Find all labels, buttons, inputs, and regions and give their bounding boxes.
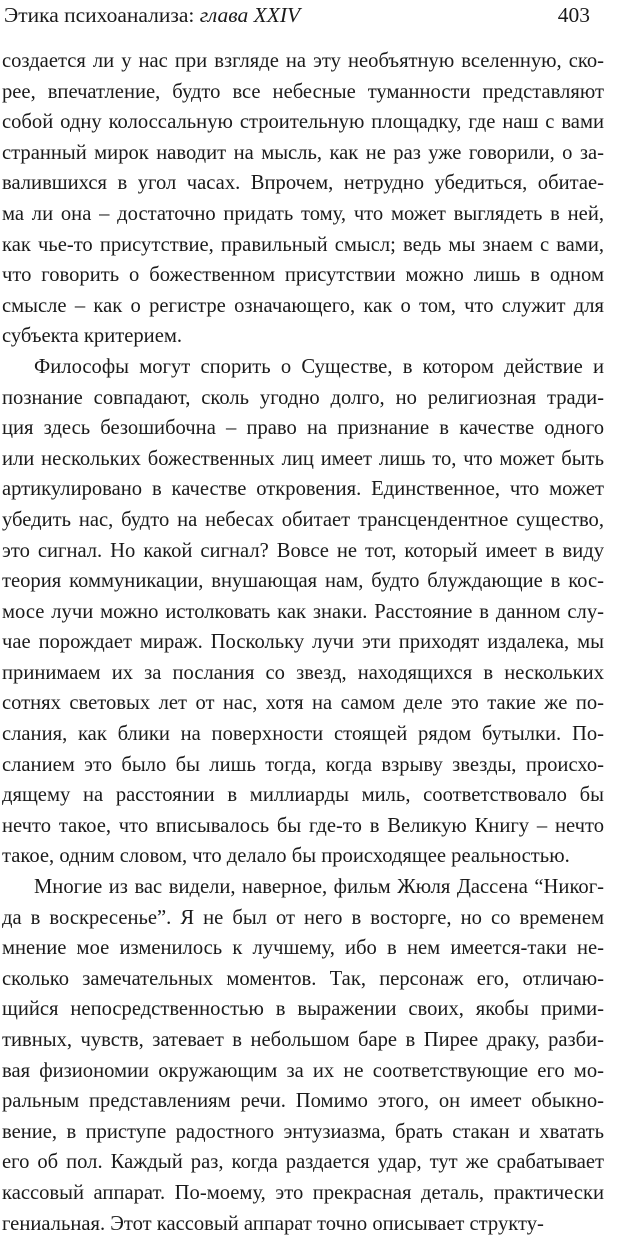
text-line: сланием это было бы лишь тогда, когда взрыву звезды, происхо- bbox=[2, 753, 604, 776]
text-line: теория коммуникации, внушающая нам, будто блуждающие в кос- bbox=[2, 570, 604, 593]
text-line: рее, впечатление, будто все небесные туманности представляют bbox=[2, 80, 604, 103]
running-head-title: Этика психоанализа: bbox=[4, 3, 200, 27]
text-line: такое, одним словом, что делало бы происходящее реальностью. bbox=[2, 845, 570, 868]
text-line: собой одну колоссальную строительную площадку, где наш с вами bbox=[2, 111, 604, 134]
text-line: артикулировано в качестве откровения. Единственное, что может bbox=[2, 478, 604, 501]
text-line: как чье-то присутствие, правильный смысл; ведь мы знаем с вами, bbox=[2, 233, 604, 256]
text-line: странный мирок наводит на мысль, как не раз уже говорили, о за- bbox=[2, 141, 604, 164]
paragraph bbox=[2, 46, 604, 352]
text-line: принимаем их за послания со звезд, находящихся в нескольких bbox=[2, 661, 604, 684]
text-line: тивных, чувств, затевает в небольшом баре в Пирее драку, разби- bbox=[2, 1029, 604, 1051]
text-line: Философы могут спорить о Существе, в котором действие и bbox=[34, 355, 604, 378]
text-line: нечто такое, что вписывалось бы где-то в Великую Книгу – нечто bbox=[2, 814, 604, 837]
body-text bbox=[2, 46, 604, 1239]
text-line: ральным представлениям речи. Помимо этого, он имеет обыкно- bbox=[2, 1090, 604, 1113]
text-line: познание совпадают, сколь угодно долго, но религиозная тради- bbox=[2, 386, 604, 409]
text-line: мосе лучи можно истолковать как знаки. Расстояние в данном слу- bbox=[2, 600, 604, 623]
paragraph bbox=[2, 872, 604, 1239]
running-head-chapter: глава XXIV bbox=[199, 3, 301, 27]
text-line: мнение мое изменилось к лучшему, ибо в нем имеется-таки не- bbox=[2, 937, 604, 960]
text-line: сотнях световых лет от нас, хотя на самом деле это такие же по- bbox=[2, 692, 604, 715]
text-line: это сигнал. Но какой сигнал? Вовсе не тот, который имеет в виду bbox=[2, 539, 604, 562]
text-line: да в воскресенье”. Я не был от него в восторге, но со временем bbox=[2, 906, 604, 929]
text-line: создается ли у нас при взгляде на эту необъятную вселенную, ско- bbox=[2, 50, 604, 72]
text-line: щийся непосредственностью в выражении своих, якобы прими- bbox=[2, 998, 604, 1021]
text-line: ция здесь безошибочна – право на признание в качестве одного bbox=[2, 417, 604, 440]
text-line: смысле – как о регистре означающего, как о том, что служит для bbox=[2, 294, 604, 317]
page-header bbox=[2, 0, 604, 46]
text-line: что говорить о божественном присутствии можно лишь в одном bbox=[2, 264, 604, 287]
text-line: чае порождает мираж. Поскольку лучи эти приходят издалека, мы bbox=[2, 631, 604, 654]
page-number: 403 bbox=[557, 3, 590, 27]
text-line: его об пол. Каждый раз, когда раздается удар, тут же срабатывает bbox=[2, 1151, 604, 1174]
text-line: ма ли она – достаточно придать тому, что может выглядеть в ней, bbox=[2, 202, 604, 225]
text-line: субъекта критерием. bbox=[2, 325, 183, 348]
text-line: вая физиономии окружающим за их не соответствующие его мо- bbox=[2, 1059, 604, 1082]
text-line: гениальная. Этот кассовый аппарат точно описывает структу- bbox=[2, 1212, 544, 1235]
paragraph bbox=[2, 352, 604, 872]
text-line: кассовый аппарат. По-моему, это прекрасная деталь, практически bbox=[2, 1181, 604, 1204]
text-line: валившихся в угол часах. Впрочем, нетрудно убедиться, обитае- bbox=[2, 172, 604, 195]
text-line: дящему на расстоянии в миллиарды миль, соответствовало бы bbox=[2, 784, 604, 807]
text-line: или нескольких божественных лиц имеет лишь то, что может быть bbox=[2, 447, 604, 470]
text-line: слания, как блики на поверхности стоящей рядом бутылки. По- bbox=[2, 723, 604, 746]
text-line: Многие из вас видели, наверное, фильм Жюля Дассена “Никог- bbox=[34, 876, 604, 899]
text-line: убедить нас, будто на небесах обитает трансцендентное существо, bbox=[2, 508, 604, 531]
text-line: сколько замечательных моментов. Так, персонаж его, отличаю- bbox=[2, 967, 604, 990]
running-head bbox=[4, 0, 300, 30]
text-line: вение, в приступе радостного энтузиазма, брать стакан и хватать bbox=[2, 1120, 604, 1143]
